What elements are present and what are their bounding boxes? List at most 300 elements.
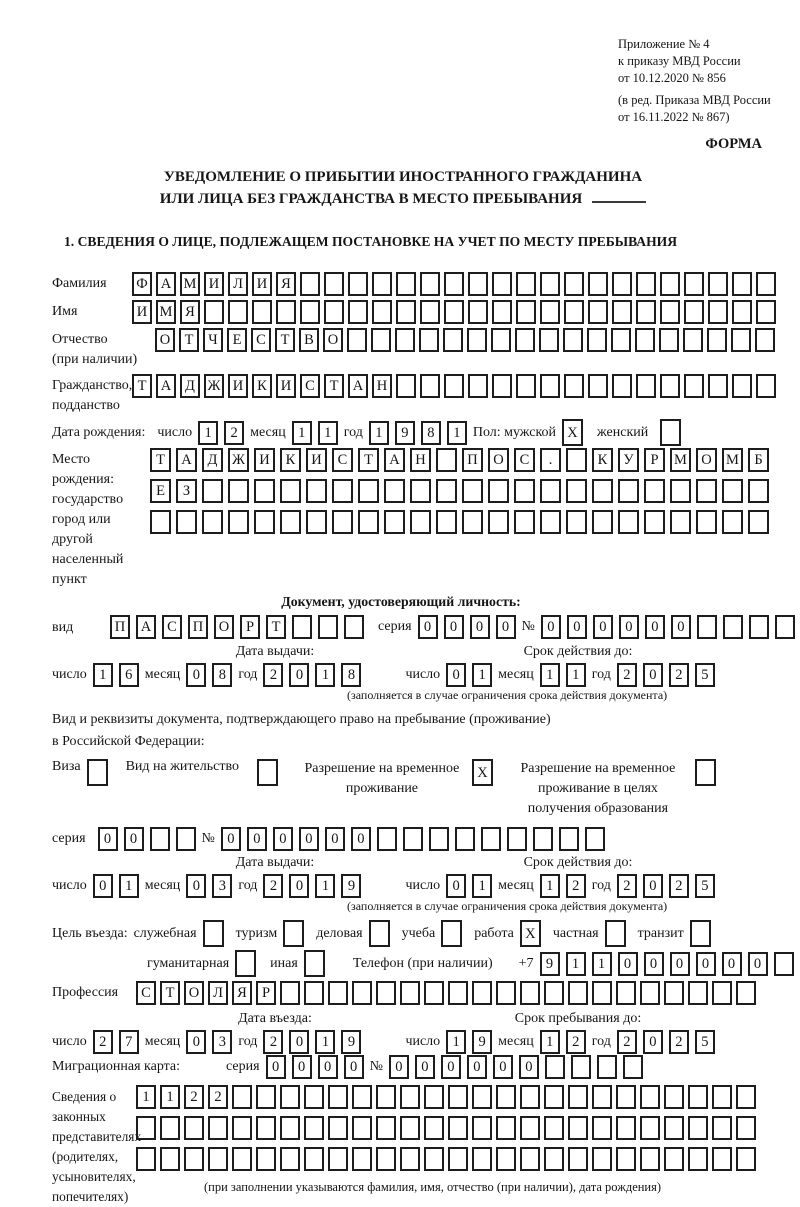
char-cell[interactable]: А [176,448,197,472]
char-cell[interactable] [592,510,613,534]
char-cell[interactable]: С [300,374,320,398]
char-cell[interactable] [280,479,301,503]
char-cell[interactable]: 1 [566,663,586,687]
char-cell[interactable] [377,827,397,851]
char-cell[interactable] [660,272,680,296]
char-cell[interactable]: 0 [98,827,118,851]
char-cell[interactable] [544,1147,564,1171]
char-cell[interactable]: 1 [93,663,113,687]
char-cell[interactable]: О [155,328,175,352]
char-cell[interactable] [395,328,415,352]
char-cell[interactable]: Т [160,981,180,1005]
char-cell[interactable] [670,510,691,534]
char-cell[interactable]: 0 [186,663,206,687]
char-cell[interactable] [540,374,560,398]
char-cell[interactable] [371,328,391,352]
char-cell[interactable] [566,448,587,472]
char-cell[interactable] [419,328,439,352]
char-cell[interactable]: 9 [395,421,415,445]
char-cell[interactable] [352,1147,372,1171]
char-cell[interactable] [623,1055,643,1079]
char-cell[interactable]: Т [275,328,295,352]
char-cell[interactable]: П [110,615,130,639]
char-cell[interactable]: 5 [695,1030,715,1054]
checkbox-cell[interactable] [369,920,390,947]
char-cell[interactable]: 1 [160,1085,180,1109]
char-cell[interactable]: 0 [318,1055,338,1079]
char-cell[interactable] [684,374,704,398]
char-cell[interactable] [448,1147,468,1171]
char-cell[interactable]: 9 [540,952,560,976]
checkbox-cell[interactable] [695,759,716,786]
char-cell[interactable] [696,479,717,503]
char-cell[interactable] [376,981,396,1005]
char-cell[interactable]: 5 [695,874,715,898]
char-cell[interactable]: О [184,981,204,1005]
char-cell[interactable] [616,981,636,1005]
char-cell[interactable] [732,272,752,296]
char-cell[interactable]: 2 [208,1085,228,1109]
char-cell[interactable]: С [514,448,535,472]
char-cell[interactable] [684,272,704,296]
char-cell[interactable]: 0 [325,827,345,851]
char-cell[interactable] [660,374,680,398]
char-cell[interactable] [568,981,588,1005]
char-cell[interactable] [688,981,708,1005]
char-cell[interactable]: О [323,328,343,352]
checkbox-cell[interactable] [605,920,626,947]
checkbox-cell[interactable] [690,920,711,947]
char-cell[interactable]: Л [208,981,228,1005]
char-cell[interactable]: К [252,374,272,398]
char-cell[interactable]: 0 [467,1055,487,1079]
char-cell[interactable] [736,1147,756,1171]
char-cell[interactable] [564,272,584,296]
char-cell[interactable]: М [156,300,176,324]
char-cell[interactable] [429,827,449,851]
char-cell[interactable] [566,510,587,534]
char-cell[interactable] [514,479,535,503]
char-cell[interactable] [612,374,632,398]
char-cell[interactable] [496,1085,516,1109]
char-cell[interactable] [611,328,631,352]
char-cell[interactable]: 0 [93,874,113,898]
char-cell[interactable]: 1 [566,952,586,976]
char-cell[interactable] [304,1116,324,1140]
char-cell[interactable] [688,1085,708,1109]
char-cell[interactable]: 8 [421,421,441,445]
checkbox-cell[interactable] [441,920,462,947]
char-cell[interactable] [462,510,483,534]
char-cell[interactable]: С [162,615,182,639]
char-cell[interactable] [176,510,197,534]
char-cell[interactable] [496,1116,516,1140]
char-cell[interactable] [516,272,536,296]
char-cell[interactable] [280,981,300,1005]
char-cell[interactable]: 0 [247,827,267,851]
char-cell[interactable]: 1 [540,663,560,687]
char-cell[interactable]: 3 [212,1030,232,1054]
char-cell[interactable] [436,448,457,472]
char-cell[interactable]: Т [266,615,286,639]
char-cell[interactable] [424,1147,444,1171]
char-cell[interactable] [448,981,468,1005]
char-cell[interactable]: Ф [132,272,152,296]
char-cell[interactable] [592,1116,612,1140]
char-cell[interactable]: Я [180,300,200,324]
checkbox-cell[interactable] [660,419,681,446]
char-cell[interactable] [708,374,728,398]
char-cell[interactable] [644,479,665,503]
char-cell[interactable] [324,300,344,324]
char-cell[interactable] [280,1147,300,1171]
char-cell[interactable] [618,479,639,503]
char-cell[interactable] [664,1085,684,1109]
char-cell[interactable] [563,328,583,352]
char-cell[interactable] [384,479,405,503]
char-cell[interactable] [232,1147,252,1171]
char-cell[interactable]: 3 [212,874,232,898]
char-cell[interactable]: Л [228,272,248,296]
char-cell[interactable]: 1 [472,874,492,898]
char-cell[interactable] [592,1147,612,1171]
char-cell[interactable] [664,1147,684,1171]
char-cell[interactable] [448,1116,468,1140]
char-cell[interactable] [403,827,423,851]
char-cell[interactable]: Н [372,374,392,398]
char-cell[interactable] [774,952,794,976]
char-cell[interactable] [400,1085,420,1109]
char-cell[interactable] [492,300,512,324]
char-cell[interactable]: М [670,448,691,472]
char-cell[interactable] [520,1085,540,1109]
char-cell[interactable]: 0 [470,615,490,639]
char-cell[interactable] [564,374,584,398]
char-cell[interactable] [616,1116,636,1140]
char-cell[interactable]: И [306,448,327,472]
char-cell[interactable]: 1 [369,421,389,445]
char-cell[interactable]: 0 [619,615,639,639]
char-cell[interactable] [496,1147,516,1171]
char-cell[interactable] [516,374,536,398]
char-cell[interactable] [136,1116,156,1140]
char-cell[interactable]: Е [227,328,247,352]
char-cell[interactable]: 0 [124,827,144,851]
char-cell[interactable]: 2 [617,663,637,687]
char-cell[interactable]: 2 [224,421,244,445]
char-cell[interactable] [358,479,379,503]
char-cell[interactable]: 2 [617,874,637,898]
char-cell[interactable] [559,827,579,851]
char-cell[interactable] [496,981,516,1005]
char-cell[interactable]: 0 [289,1030,309,1054]
char-cell[interactable] [328,981,348,1005]
char-cell[interactable] [592,479,613,503]
char-cell[interactable]: 0 [643,874,663,898]
char-cell[interactable] [204,300,224,324]
char-cell[interactable]: И [204,272,224,296]
char-cell[interactable]: Т [132,374,152,398]
char-cell[interactable]: . [540,448,561,472]
char-cell[interactable] [481,827,501,851]
char-cell[interactable]: Б [748,448,769,472]
char-cell[interactable] [444,300,464,324]
char-cell[interactable]: Ч [203,328,223,352]
char-cell[interactable]: 0 [289,874,309,898]
char-cell[interactable]: 2 [566,874,586,898]
char-cell[interactable]: Р [256,981,276,1005]
char-cell[interactable]: 1 [198,421,218,445]
char-cell[interactable] [448,1085,468,1109]
char-cell[interactable]: 0 [273,827,293,851]
char-cell[interactable]: 2 [566,1030,586,1054]
char-cell[interactable] [396,300,416,324]
char-cell[interactable] [468,272,488,296]
char-cell[interactable] [424,1116,444,1140]
char-cell[interactable] [670,479,691,503]
char-cell[interactable]: 0 [541,615,561,639]
char-cell[interactable] [352,1116,372,1140]
char-cell[interactable]: О [696,448,717,472]
char-cell[interactable]: 1 [315,874,335,898]
char-cell[interactable]: 0 [670,952,690,976]
char-cell[interactable] [748,479,769,503]
char-cell[interactable] [731,328,751,352]
char-cell[interactable]: 5 [695,663,715,687]
char-cell[interactable] [184,1147,204,1171]
char-cell[interactable]: П [188,615,208,639]
char-cell[interactable] [467,328,487,352]
char-cell[interactable] [732,300,752,324]
checkbox-cell[interactable] [235,950,256,977]
char-cell[interactable] [280,1085,300,1109]
char-cell[interactable] [443,328,463,352]
char-cell[interactable]: 9 [341,874,361,898]
char-cell[interactable] [544,1116,564,1140]
char-cell[interactable]: П [462,448,483,472]
char-cell[interactable]: М [180,272,200,296]
char-cell[interactable]: А [384,448,405,472]
char-cell[interactable] [228,479,249,503]
char-cell[interactable]: 6 [119,663,139,687]
char-cell[interactable] [150,827,170,851]
checkbox-cell[interactable]: X [562,419,583,446]
char-cell[interactable] [256,1085,276,1109]
char-cell[interactable] [472,1116,492,1140]
char-cell[interactable] [616,1147,636,1171]
char-cell[interactable] [571,1055,591,1079]
char-cell[interactable] [732,374,752,398]
char-cell[interactable]: 8 [341,663,361,687]
char-cell[interactable]: И [276,374,296,398]
char-cell[interactable]: 1 [318,421,338,445]
char-cell[interactable] [252,300,272,324]
char-cell[interactable]: 2 [184,1085,204,1109]
char-cell[interactable]: 7 [119,1030,139,1054]
char-cell[interactable] [722,510,743,534]
char-cell[interactable] [344,615,364,639]
char-cell[interactable] [332,479,353,503]
char-cell[interactable] [300,272,320,296]
char-cell[interactable] [564,300,584,324]
char-cell[interactable] [545,1055,565,1079]
char-cell[interactable] [520,1116,540,1140]
char-cell[interactable] [696,510,717,534]
char-cell[interactable]: Ж [204,374,224,398]
char-cell[interactable] [348,272,368,296]
char-cell[interactable]: А [136,615,156,639]
char-cell[interactable] [722,479,743,503]
char-cell[interactable] [436,479,457,503]
char-cell[interactable] [712,1085,732,1109]
char-cell[interactable]: 8 [212,663,232,687]
char-cell[interactable]: К [280,448,301,472]
char-cell[interactable] [304,1085,324,1109]
char-cell[interactable] [756,374,776,398]
char-cell[interactable]: 1 [315,1030,335,1054]
char-cell[interactable] [708,272,728,296]
char-cell[interactable] [712,1116,732,1140]
char-cell[interactable] [376,1085,396,1109]
char-cell[interactable] [352,1085,372,1109]
char-cell[interactable]: 0 [415,1055,435,1079]
char-cell[interactable]: 1 [447,421,467,445]
char-cell[interactable] [707,328,727,352]
char-cell[interactable] [184,1116,204,1140]
char-cell[interactable] [540,272,560,296]
char-cell[interactable] [462,479,483,503]
char-cell[interactable] [616,1085,636,1109]
char-cell[interactable]: Р [240,615,260,639]
char-cell[interactable] [585,827,605,851]
char-cell[interactable]: 0 [186,874,206,898]
char-cell[interactable] [328,1147,348,1171]
char-cell[interactable] [749,615,769,639]
char-cell[interactable] [328,1116,348,1140]
char-cell[interactable] [756,272,776,296]
char-cell[interactable] [640,981,660,1005]
char-cell[interactable] [256,1116,276,1140]
char-cell[interactable] [468,300,488,324]
char-cell[interactable]: 0 [493,1055,513,1079]
char-cell[interactable]: О [214,615,234,639]
char-cell[interactable] [491,328,511,352]
char-cell[interactable]: 2 [669,874,689,898]
char-cell[interactable]: 1 [119,874,139,898]
char-cell[interactable]: Д [202,448,223,472]
char-cell[interactable] [492,374,512,398]
char-cell[interactable] [306,479,327,503]
char-cell[interactable]: В [299,328,319,352]
char-cell[interactable]: С [251,328,271,352]
char-cell[interactable]: 0 [644,952,664,976]
char-cell[interactable]: Е [150,479,171,503]
char-cell[interactable] [256,1147,276,1171]
char-cell[interactable]: 0 [389,1055,409,1079]
char-cell[interactable] [664,1116,684,1140]
char-cell[interactable] [444,374,464,398]
char-cell[interactable] [775,615,795,639]
char-cell[interactable] [372,300,392,324]
char-cell[interactable] [208,1147,228,1171]
char-cell[interactable]: 2 [93,1030,113,1054]
checkbox-cell[interactable] [87,759,108,786]
char-cell[interactable] [533,827,553,851]
char-cell[interactable] [352,981,372,1005]
char-cell[interactable]: К [592,448,613,472]
char-cell[interactable] [540,300,560,324]
char-cell[interactable] [520,981,540,1005]
char-cell[interactable] [300,300,320,324]
char-cell[interactable]: 0 [446,874,466,898]
char-cell[interactable] [254,479,275,503]
char-cell[interactable] [372,272,392,296]
char-cell[interactable]: И [132,300,152,324]
char-cell[interactable] [736,1116,756,1140]
char-cell[interactable] [280,510,301,534]
char-cell[interactable]: 0 [519,1055,539,1079]
char-cell[interactable] [136,1147,156,1171]
char-cell[interactable] [488,510,509,534]
char-cell[interactable]: 0 [186,1030,206,1054]
char-cell[interactable] [202,510,223,534]
char-cell[interactable] [544,1085,564,1109]
char-cell[interactable] [160,1116,180,1140]
char-cell[interactable] [280,1116,300,1140]
char-cell[interactable]: Я [232,981,252,1005]
char-cell[interactable]: Т [358,448,379,472]
char-cell[interactable]: Т [324,374,344,398]
char-cell[interactable]: 2 [263,1030,283,1054]
char-cell[interactable] [328,1085,348,1109]
char-cell[interactable]: А [156,374,176,398]
char-cell[interactable] [712,981,732,1005]
char-cell[interactable] [304,981,324,1005]
char-cell[interactable] [400,981,420,1005]
char-cell[interactable] [515,328,535,352]
char-cell[interactable]: 0 [446,663,466,687]
char-cell[interactable]: 0 [289,663,309,687]
char-cell[interactable] [468,374,488,398]
char-cell[interactable] [160,1147,180,1171]
char-cell[interactable] [755,328,775,352]
char-cell[interactable] [612,300,632,324]
char-cell[interactable] [697,615,717,639]
char-cell[interactable] [396,374,416,398]
checkbox-cell[interactable] [304,950,325,977]
char-cell[interactable] [588,374,608,398]
char-cell[interactable] [472,1147,492,1171]
char-cell[interactable] [640,1147,660,1171]
char-cell[interactable] [492,272,512,296]
char-cell[interactable]: 1 [592,952,612,976]
checkbox-cell[interactable]: X [472,759,493,786]
char-cell[interactable] [384,510,405,534]
char-cell[interactable]: З [176,479,197,503]
char-cell[interactable] [410,510,431,534]
char-cell[interactable]: М [722,448,743,472]
char-cell[interactable] [659,328,679,352]
char-cell[interactable]: 1 [292,421,312,445]
char-cell[interactable] [318,615,338,639]
char-cell[interactable] [514,510,535,534]
char-cell[interactable] [636,300,656,324]
char-cell[interactable]: 0 [444,615,464,639]
char-cell[interactable]: И [252,272,272,296]
char-cell[interactable] [660,300,680,324]
char-cell[interactable] [635,328,655,352]
char-cell[interactable]: А [348,374,368,398]
